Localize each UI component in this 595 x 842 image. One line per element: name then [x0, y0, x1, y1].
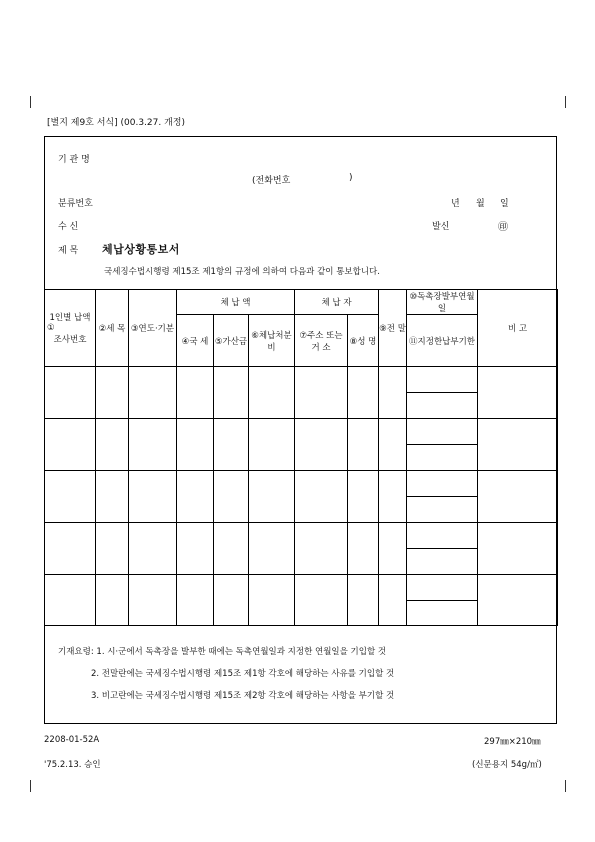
cell[interactable]: [407, 393, 478, 419]
sender-label: 발신: [432, 222, 450, 232]
cell[interactable]: [177, 367, 214, 419]
cell[interactable]: [96, 523, 129, 575]
date-day: 일: [500, 199, 509, 209]
note-1: 기재요령: 1. 시·군에서 독촉장을 발부한 때에는 독촉연월일과 지정한 연월일을 기입할 것: [58, 647, 387, 657]
cell[interactable]: [295, 367, 348, 419]
cell[interactable]: [379, 575, 407, 626]
header-notice-date: ⑩독촉장발부연월일: [407, 290, 478, 315]
header-arrears-amount: 체 납 액: [177, 290, 295, 315]
header-remarks: 비 고: [478, 290, 558, 367]
header-name: ⑧성 명: [348, 315, 379, 367]
cell[interactable]: [379, 471, 407, 523]
cell[interactable]: [214, 419, 249, 471]
cell[interactable]: [249, 523, 295, 575]
cell[interactable]: [348, 367, 379, 419]
header-address: ⑦주소 또는 거 소: [295, 315, 348, 367]
table-row: [45, 575, 558, 601]
cell[interactable]: [249, 419, 295, 471]
cell[interactable]: [478, 575, 558, 626]
cell[interactable]: [249, 367, 295, 419]
cell[interactable]: [214, 523, 249, 575]
cell[interactable]: [295, 471, 348, 523]
table-row: [45, 523, 558, 549]
crop-mark: [565, 780, 566, 792]
header-due-date: ⑪지정한납부기한: [407, 315, 478, 367]
cell[interactable]: [379, 523, 407, 575]
cell[interactable]: [129, 419, 177, 471]
subject-title: 체납상황통보서: [102, 243, 180, 256]
cell[interactable]: [295, 575, 348, 626]
cell[interactable]: [478, 367, 558, 419]
cell[interactable]: [295, 419, 348, 471]
intro-text: 국세징수법시행령 제15조 제1항의 규정에 의하여 다음과 같이 통보합니다.: [104, 267, 380, 277]
phone-label: (전화번호: [252, 176, 291, 186]
crop-mark: [30, 96, 31, 108]
header-survey-number: 1인별 납액 ① 조사번호: [45, 290, 96, 367]
recipient-label: 수 신: [58, 222, 79, 232]
header-circumstances: ⑨전 말: [379, 290, 407, 367]
table-row: [45, 367, 558, 393]
cell[interactable]: [45, 367, 96, 419]
table-row: [45, 419, 558, 445]
crop-mark: [565, 96, 566, 108]
cell[interactable]: [96, 471, 129, 523]
cell[interactable]: [45, 419, 96, 471]
cell[interactable]: [177, 419, 214, 471]
cell[interactable]: [348, 523, 379, 575]
cell[interactable]: [407, 471, 478, 497]
subject-label: 제 목: [58, 246, 79, 256]
cell[interactable]: [407, 445, 478, 471]
cell[interactable]: [348, 471, 379, 523]
cell[interactable]: [478, 471, 558, 523]
header-national-tax: ④국 세: [177, 315, 214, 367]
cell[interactable]: [45, 471, 96, 523]
cell[interactable]: [177, 523, 214, 575]
cell[interactable]: [407, 549, 478, 575]
header-disposition-fee: ⑥체납처분비: [249, 315, 295, 367]
form-header-note: [별지 제9호 서식] (00.3.27. 개정): [47, 118, 185, 128]
cell[interactable]: [478, 419, 558, 471]
cell[interactable]: [379, 419, 407, 471]
cell[interactable]: [177, 471, 214, 523]
cell[interactable]: [45, 523, 96, 575]
approval-date: '75.2.13. 승인: [44, 760, 101, 770]
cell[interactable]: [295, 523, 348, 575]
cell[interactable]: [129, 471, 177, 523]
cell[interactable]: [129, 575, 177, 626]
header-tax-item: ②세 목: [96, 290, 129, 367]
date-month: 월: [476, 199, 485, 209]
cell[interactable]: [348, 575, 379, 626]
paper-size: 297㎜×210㎜: [484, 737, 541, 747]
cell[interactable]: [177, 575, 214, 626]
header-year-period: ③연도·기분: [129, 290, 177, 367]
cell[interactable]: [407, 575, 478, 601]
cell[interactable]: [96, 367, 129, 419]
org-label: 기 관 명: [58, 155, 90, 165]
date-year: 년: [451, 199, 460, 209]
crop-mark: [30, 780, 31, 792]
seal-mark: ㊞: [498, 222, 508, 233]
cell[interactable]: [129, 523, 177, 575]
note-2: 2. 전말란에는 국세징수법시행령 제15조 제1항 각호에 해당하는 사유를 기입할 것: [91, 669, 395, 679]
cell[interactable]: [96, 419, 129, 471]
cell[interactable]: [407, 523, 478, 549]
header-penalty: ⑤가산금: [214, 315, 249, 367]
cell[interactable]: [214, 471, 249, 523]
cell[interactable]: [249, 575, 295, 626]
cell[interactable]: [348, 419, 379, 471]
cell[interactable]: [478, 523, 558, 575]
cell[interactable]: [129, 367, 177, 419]
paper-type: (신문용지 54g/㎡): [472, 760, 542, 770]
cell[interactable]: [407, 419, 478, 445]
form-code: 2208-01-52A: [44, 735, 100, 745]
arrears-table: [44, 289, 558, 626]
note-3: 3. 비고란에는 국세징수법시행령 제15조 제2항 각호에 해당하는 사항을 부기할 것: [91, 691, 395, 701]
cell[interactable]: [45, 575, 96, 626]
cell[interactable]: [249, 471, 295, 523]
table-row: [45, 471, 558, 497]
cell[interactable]: [407, 601, 478, 626]
cell[interactable]: [407, 367, 478, 393]
phone-close: ): [349, 173, 353, 183]
cell[interactable]: [214, 367, 249, 419]
cell[interactable]: [379, 367, 407, 419]
cell[interactable]: [214, 575, 249, 626]
doc-number-label: 분류번호: [58, 199, 93, 209]
cell[interactable]: [407, 497, 478, 523]
cell[interactable]: [96, 575, 129, 626]
header-delinquent: 체 납 자: [295, 290, 379, 315]
